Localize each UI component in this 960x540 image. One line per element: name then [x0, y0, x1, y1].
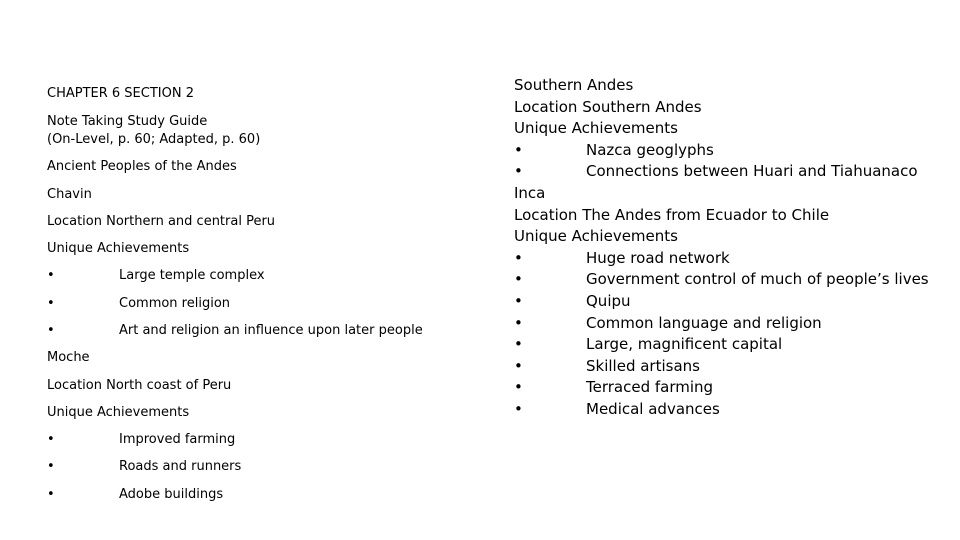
location-label: Location	[47, 378, 102, 393]
inca-achievements-label: Unique Achievements	[514, 227, 678, 246]
list-item	[47, 322, 423, 340]
bullet-icon: •	[514, 292, 523, 310]
southern-andes-location	[514, 97, 702, 118]
list-item	[514, 248, 730, 269]
bullet-icon: •	[514, 313, 523, 332]
list-item	[47, 267, 265, 285]
bullet-icon: •	[514, 356, 523, 375]
topic-title: Ancient Peoples of the Andes	[47, 159, 237, 174]
southern-andes-name: Southern Andes	[514, 76, 634, 94]
bullet-icon: •	[514, 400, 523, 418]
bullet-icon: •	[514, 140, 523, 159]
location-value: Northern and central Peru	[101, 214, 276, 229]
list-item	[514, 313, 822, 334]
list-item	[47, 431, 235, 449]
chavin-name: Chavin	[47, 187, 92, 202]
list-item-text: Quipu	[586, 292, 631, 310]
list-item	[47, 295, 230, 313]
list-item	[514, 377, 713, 398]
list-item-text: Connections between Huari and Tiahuanaco	[586, 162, 918, 181]
list-item	[514, 161, 918, 182]
bullet-icon: •	[47, 487, 55, 502]
list-item-text: Art and religion an influence upon later people	[119, 323, 423, 338]
location-label: Location	[514, 97, 578, 116]
list-item	[514, 356, 700, 377]
list-item	[514, 140, 714, 161]
bullet-icon: •	[47, 268, 55, 283]
bullet-icon: •	[514, 162, 523, 181]
moche-location	[47, 377, 231, 395]
list-item-text: Skilled artisans	[586, 356, 700, 375]
list-item-text: Government control of much of people’s lives	[586, 270, 929, 289]
list-item	[514, 269, 929, 290]
list-item-text: Huge road network	[586, 248, 730, 267]
location-value: The Andes from Ecuador to Chile	[577, 205, 830, 224]
list-item-text: Common language and religion	[586, 313, 822, 332]
list-item-text: Terraced farming	[586, 378, 714, 397]
list-item	[514, 334, 782, 355]
location-value: Southern Andes	[577, 97, 702, 116]
location-value: North coast of Peru	[101, 378, 232, 393]
bullet-icon: •	[47, 323, 55, 338]
list-item-text: Nazca geoglyphs	[586, 140, 714, 159]
list-item-text: Large, magnificent capital	[586, 335, 783, 354]
list-item-text: Large temple complex	[119, 268, 265, 283]
bullet-icon: •	[47, 432, 55, 447]
moche-name: Moche	[47, 350, 90, 365]
moche-achievements-label: Unique Achievements	[47, 405, 190, 420]
list-item-text: Adobe buildings	[119, 487, 224, 502]
list-item-text: Common religion	[119, 296, 231, 311]
list-item	[514, 291, 631, 312]
bullet-icon: •	[514, 335, 523, 354]
guide-title: Note Taking Study Guide	[47, 114, 208, 129]
inca-location	[514, 205, 829, 226]
location-label: Location	[514, 205, 578, 224]
chavin-location	[47, 213, 275, 231]
bullet-icon: •	[47, 459, 55, 474]
bullet-icon: •	[514, 270, 523, 289]
bullet-icon: •	[514, 248, 523, 267]
bullet-icon: •	[47, 296, 55, 311]
southern-andes-achievements-label: Unique Achievements	[514, 119, 678, 138]
chavin-achievements-label: Unique Achievements	[47, 241, 190, 256]
list-item	[47, 486, 223, 504]
bullet-icon: •	[514, 378, 523, 397]
guide-pages: (On-Level, p. 60; Adapted, p. 60)	[47, 132, 261, 147]
list-item-text: Improved farming	[119, 432, 236, 447]
location-label: Location	[47, 214, 102, 229]
list-item-text: Roads and runners	[119, 459, 242, 474]
chapter-heading: CHAPTER 6 SECTION 2	[47, 86, 194, 101]
list-item	[47, 458, 241, 476]
list-item	[514, 399, 720, 420]
list-item-text: Medical advances	[586, 400, 720, 418]
inca-name: Inca	[514, 184, 546, 202]
